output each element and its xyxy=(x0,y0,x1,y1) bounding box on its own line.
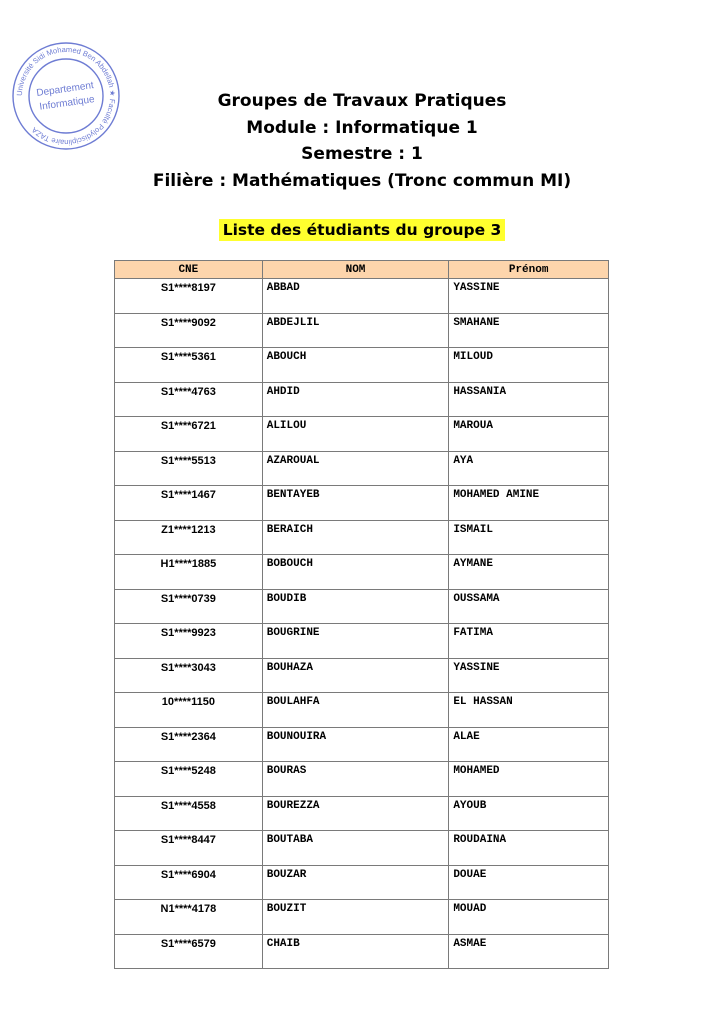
table-row xyxy=(115,555,609,590)
cell-nom: CHAIB xyxy=(262,934,449,969)
table-row xyxy=(115,900,609,935)
column-header-cne: CNE xyxy=(115,261,263,279)
cell-cne: S1****6904 xyxy=(115,865,263,900)
cell-nom: BOUTABA xyxy=(262,831,449,866)
cell-prenom: MOHAMED xyxy=(449,762,609,797)
table-row xyxy=(115,658,609,693)
cell-prenom: YASSINE xyxy=(449,279,609,314)
cell-prenom: MOUAD xyxy=(449,900,609,935)
table-row xyxy=(115,693,609,728)
table-row xyxy=(115,382,609,417)
cell-prenom: OUSSAMA xyxy=(449,589,609,624)
cell-nom: ABOUCH xyxy=(262,348,449,383)
cell-cne: S1****6579 xyxy=(115,934,263,969)
cell-prenom: YASSINE xyxy=(449,658,609,693)
cell-nom: ABDEJLIL xyxy=(262,313,449,348)
table-row xyxy=(115,451,609,486)
cell-cne: H1****1885 xyxy=(115,555,263,590)
cell-cne: Z1****1213 xyxy=(115,520,263,555)
group-subtitle-text: Liste des étudiants du groupe 3 xyxy=(219,219,506,241)
cell-nom: ALILOU xyxy=(262,417,449,452)
cell-cne: S1****9092 xyxy=(115,313,263,348)
header-module: Module : Informatique 1 xyxy=(246,117,478,138)
cell-cne: S1****4763 xyxy=(115,382,263,417)
cell-cne: S1****2364 xyxy=(115,727,263,762)
cell-cne: S1****5513 xyxy=(115,451,263,486)
cell-prenom: MILOUD xyxy=(449,348,609,383)
document-header xyxy=(0,88,724,194)
cell-nom: BOUHAZA xyxy=(262,658,449,693)
cell-nom: AZAROUAL xyxy=(262,451,449,486)
table-row xyxy=(115,279,609,314)
column-header-nom: NOM xyxy=(262,261,449,279)
group-subtitle xyxy=(0,221,724,239)
table-row xyxy=(115,348,609,383)
cell-nom: BOUREZZA xyxy=(262,796,449,831)
table-row xyxy=(115,313,609,348)
table-row xyxy=(115,624,609,659)
header-filiere: Filière : Mathématiques (Tronc commun MI) xyxy=(152,170,572,191)
cell-cne: S1****9923 xyxy=(115,624,263,659)
cell-nom: BOUGRINE xyxy=(262,624,449,659)
cell-prenom: ALAE xyxy=(449,727,609,762)
cell-cne: S1****5248 xyxy=(115,762,263,797)
table-row xyxy=(115,762,609,797)
table-row xyxy=(115,727,609,762)
cell-nom: BOUDIB xyxy=(262,589,449,624)
table-header-row xyxy=(115,261,609,279)
cell-prenom: ISMAIL xyxy=(449,520,609,555)
table-row xyxy=(115,589,609,624)
column-header-prenom: Prénom xyxy=(449,261,609,279)
cell-cne: 10****1150 xyxy=(115,693,263,728)
table-row xyxy=(115,934,609,969)
students-table xyxy=(114,260,609,969)
cell-prenom: MOHAMED AMINE xyxy=(449,486,609,521)
stamp-line2: Informatique xyxy=(38,94,96,113)
cell-nom: BOUNOUIRA xyxy=(262,727,449,762)
cell-cne: S1****8447 xyxy=(115,831,263,866)
cell-nom: BOBOUCH xyxy=(262,555,449,590)
cell-prenom: AYMANE xyxy=(449,555,609,590)
cell-cne: N1****4178 xyxy=(115,900,263,935)
cell-cne: S1****5361 xyxy=(115,348,263,383)
cell-prenom: AYA xyxy=(449,451,609,486)
cell-prenom: DOUAE xyxy=(449,865,609,900)
cell-cne: S1****0739 xyxy=(115,589,263,624)
cell-cne: S1****8197 xyxy=(115,279,263,314)
cell-nom: BENTAYEB xyxy=(262,486,449,521)
cell-cne: S1****3043 xyxy=(115,658,263,693)
cell-prenom: EL HASSAN xyxy=(449,693,609,728)
table-row xyxy=(115,486,609,521)
cell-nom: BOULAHFA xyxy=(262,693,449,728)
table-row xyxy=(115,796,609,831)
cell-nom: BOURAS xyxy=(262,762,449,797)
cell-cne: S1****6721 xyxy=(115,417,263,452)
cell-cne: S1****4558 xyxy=(115,796,263,831)
cell-prenom: AYOUB xyxy=(449,796,609,831)
stamp-line1: Departement xyxy=(35,80,95,100)
cell-prenom: HASSANIA xyxy=(449,382,609,417)
cell-prenom: MAROUA xyxy=(449,417,609,452)
table-row xyxy=(115,831,609,866)
table-row xyxy=(115,520,609,555)
cell-nom: BOUZAR xyxy=(262,865,449,900)
cell-nom: ABBAD xyxy=(262,279,449,314)
cell-cne: S1****1467 xyxy=(115,486,263,521)
cell-prenom: ASMAE xyxy=(449,934,609,969)
header-title: Groupes de Travaux Pratiques xyxy=(217,91,507,111)
cell-prenom: SMAHANE xyxy=(449,313,609,348)
table-row xyxy=(115,417,609,452)
cell-prenom: ROUDAINA xyxy=(449,831,609,866)
cell-nom: AHDID xyxy=(262,382,449,417)
cell-nom: BERAICH xyxy=(262,520,449,555)
header-semester: Semestre : 1 xyxy=(301,144,423,164)
cell-prenom: FATIMA xyxy=(449,624,609,659)
table-row xyxy=(115,865,609,900)
cell-nom: BOUZIT xyxy=(262,900,449,935)
stamp-outer-text: Université Sidi Mohamed Ben Abdellah ★ Faculté Polydisciplinaire TAZA xyxy=(14,44,118,148)
